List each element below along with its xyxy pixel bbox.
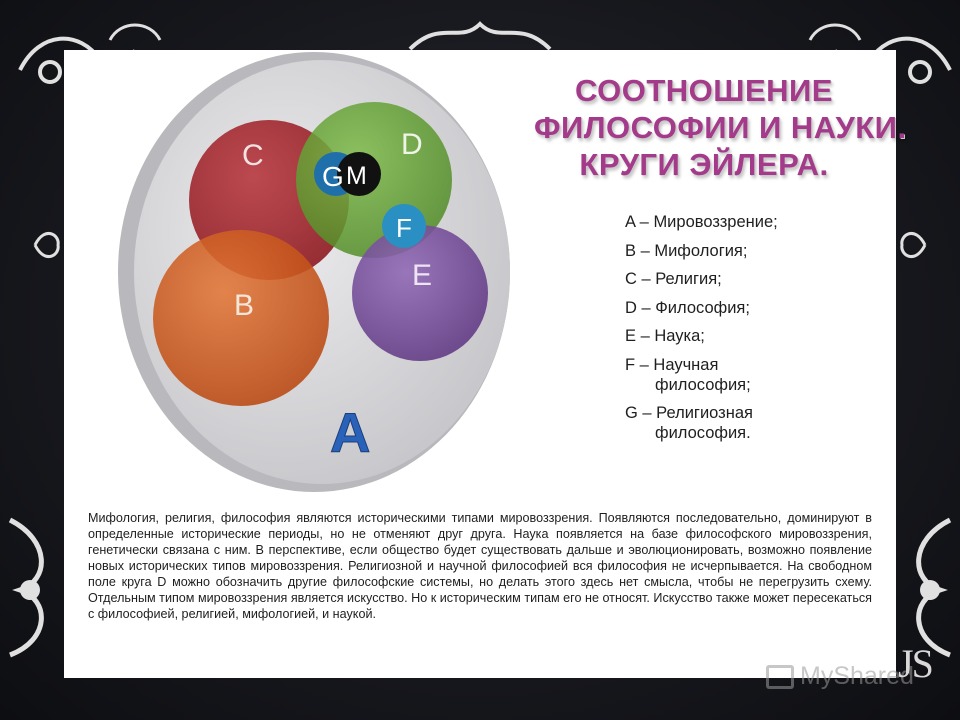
legend-item-c: C – Религия; [625, 270, 722, 288]
ornament-left-middle [30, 220, 64, 270]
title-line-1: СООТНОШЕНИЕ [575, 73, 833, 108]
legend-item-f: F – Научная философия; [625, 355, 751, 394]
label-e: E [412, 259, 433, 292]
presentation-icon [766, 665, 794, 689]
legend-item-d: D – Философия; [625, 298, 750, 317]
legend-item-e: E – Наука; [625, 327, 705, 345]
legend-item-b: B – Мифология; [625, 241, 748, 260]
euler-diagram [64, 50, 524, 500]
ornament-bottom-left [0, 510, 64, 660]
label-g: G [322, 161, 344, 192]
title-line-3: КРУГИ ЭЙЛЕРА. [579, 147, 829, 182]
ornament-bottom-right [896, 510, 960, 660]
label-f: F [396, 213, 412, 243]
ornament-right-middle [896, 220, 930, 270]
label-b: B [234, 289, 255, 322]
title-line-2: ФИЛОСОФИИ И НАУКИ. [534, 110, 907, 145]
label-c: C [242, 139, 264, 172]
label-a: A [330, 401, 371, 464]
watermark-text: MyShared [800, 662, 914, 690]
label-d: D [401, 128, 423, 161]
legend-item-a: A – Мировоззрение; [625, 213, 778, 231]
description-paragraph: Мифология, религия, философия являются историческими типами мировоззрения. Появляются последовательно, доминируют в определенные исторические периоды, но не отменяют друг друга. Наука появляется на базе философского мировоззрения, генетически связана с ним. В перспективе, если общество будет существовать дальше и эволюционировать, возможно появление новых исторических типов мировоззрения. Религиозной и научной философией вся философия не исчерпывается. На свободном поле круга D можно обозначить другие философские системы, но делать этого здесь нет смысла, чтобы не перегрузить схему. Отдельным типом мировоззрения является искусство. Но к историческим типам его не относят. Искусство также может пересекаться с философией, религией, мифологией, и наукой. [88, 511, 872, 621]
label-m: M [346, 162, 367, 190]
watermark [766, 662, 914, 691]
legend-item-g: G – Религиозная философия. [625, 404, 753, 442]
ornament-top-center [400, 14, 560, 54]
circle-e [352, 225, 488, 361]
monogram: JS [898, 641, 932, 686]
slide-title [534, 72, 907, 183]
legend [625, 212, 885, 452]
